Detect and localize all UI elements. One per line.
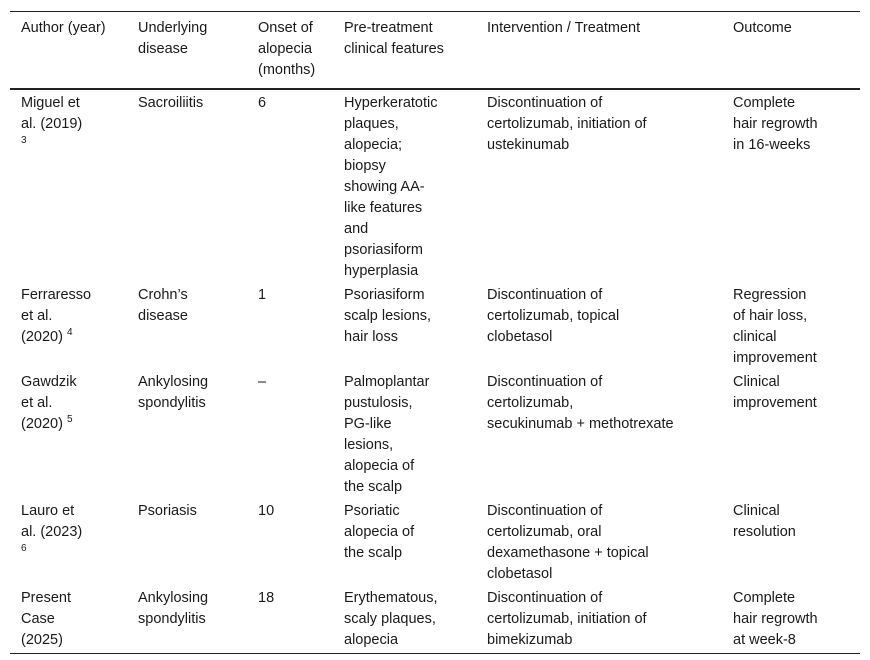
cell-author: Present Case (2025)	[21, 590, 71, 648]
table-row	[10, 282, 860, 369]
header-author: Author (year)	[21, 20, 106, 36]
cell-treatment: Discontinuation of certolizumab, topical clobetasol	[487, 287, 620, 345]
cell-outcome: Clinical resolution	[733, 503, 796, 540]
table-row	[10, 369, 860, 498]
table-row	[10, 585, 860, 653]
cell-features: Palmoplantar pustulosis, PG-like lesions, alopecia of the scalp	[344, 374, 430, 495]
author-text: Ferraresso et al. (2020)	[21, 287, 92, 345]
reference-number: 5	[66, 414, 73, 426]
cell-disease: Ankylosing spondylitis	[138, 590, 209, 627]
cell-features: Psoriatic alopecia of the scalp	[344, 503, 415, 561]
table-row	[10, 89, 860, 282]
cell-treatment: Discontinuation of certolizumab, initiation of ustekinumab	[487, 95, 647, 153]
cell-author	[10, 282, 127, 369]
cell-treatment: Discontinuation of certolizumab, initiation of bimekizumab	[487, 590, 647, 648]
cell-outcome: Complete hair regrowth in 16-weeks	[733, 95, 818, 153]
cell-author	[10, 369, 127, 498]
author-text: Gawdzik et al. (2020)	[21, 374, 77, 432]
cell-onset: 1	[258, 287, 267, 303]
cell-features: Erythematous, scaly plaques, alopecia	[344, 590, 438, 648]
reference-number: 3	[21, 135, 27, 147]
cell-author	[10, 89, 127, 282]
table-header-row	[10, 12, 860, 90]
cell-features: Hyperkeratotic plaques, alopecia; biopsy showing AA- like features and psoriasiform hyperplasia	[344, 95, 438, 279]
cell-author	[10, 498, 127, 585]
cell-disease: Crohn’s disease	[138, 287, 188, 324]
author-text: Miguel et al. (2019)	[21, 95, 83, 132]
cell-onset: 6	[258, 95, 267, 111]
cell-disease: Ankylosing spondylitis	[138, 374, 209, 411]
header-outcome: Outcome	[733, 20, 792, 36]
cell-onset: 18	[258, 590, 275, 606]
header-onset: Onset of alopecia (months)	[258, 20, 316, 78]
cell-outcome: Regression of hair loss, clinical improvement	[733, 287, 817, 366]
cell-treatment: Discontinuation of certolizumab, oral dexamethasone + topical clobetasol	[487, 503, 649, 582]
reference-number: 6	[21, 543, 27, 555]
cell-treatment: Discontinuation of certolizumab, secukinumab + methotrexate	[487, 374, 674, 432]
header-disease: Underlying disease	[138, 20, 208, 57]
cell-disease: Sacroiliitis	[138, 95, 204, 111]
cell-disease: Psoriasis	[138, 503, 197, 519]
cell-features: Psoriasiform scalp lesions, hair loss	[344, 287, 432, 345]
table-row	[10, 498, 860, 585]
cell-outcome: Complete hair regrowth at week-8	[733, 590, 818, 648]
reference-number: 4	[66, 327, 73, 339]
header-features: Pre-treatment clinical features	[344, 20, 444, 57]
author-text: Lauro et al. (2023)	[21, 503, 83, 540]
header-treatment: Intervention / Treatment	[487, 20, 641, 36]
case-comparison-table-container	[10, 11, 860, 654]
cell-onset: 10	[258, 503, 275, 519]
cell-onset: –	[258, 374, 267, 390]
cell-outcome: Clinical improvement	[733, 374, 817, 411]
case-comparison-table	[10, 11, 860, 654]
